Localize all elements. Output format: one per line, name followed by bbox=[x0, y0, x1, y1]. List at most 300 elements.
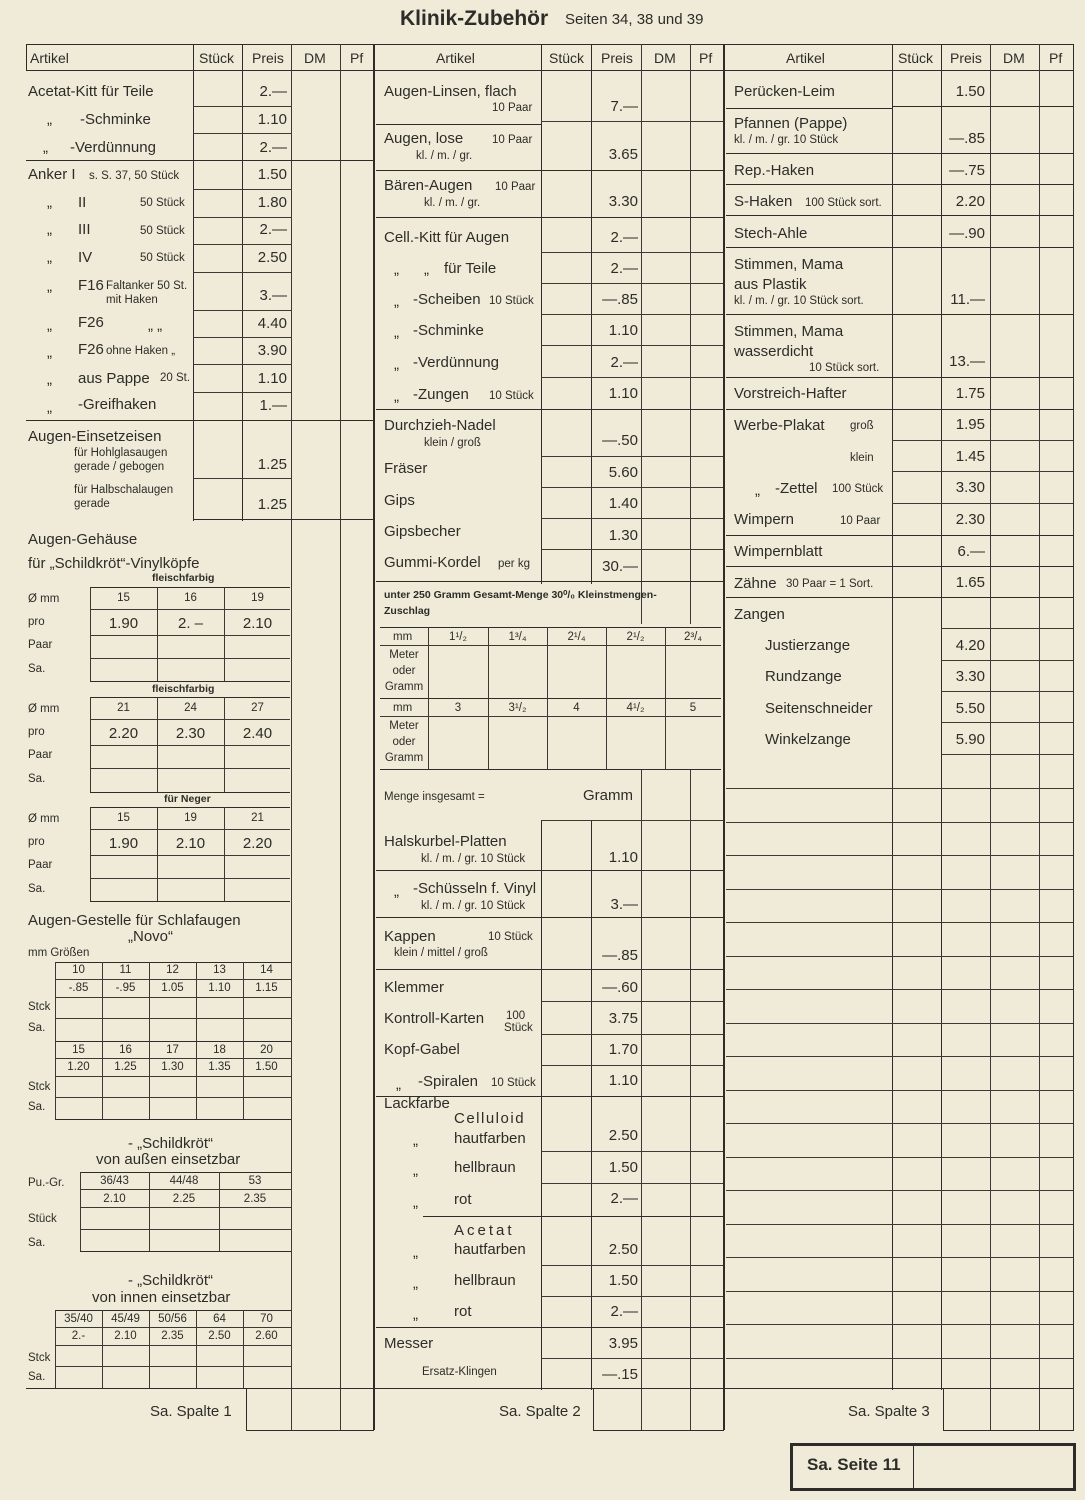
section-gestelle: Augen-Gestelle für Schlafaugen bbox=[28, 912, 241, 929]
price: 2.— bbox=[259, 83, 287, 100]
ditto: „ bbox=[47, 111, 52, 128]
header-artikel: Artikel bbox=[786, 50, 825, 66]
label-fleischfarbig: fleischfarbig bbox=[152, 572, 215, 584]
header-dm: DM bbox=[1003, 50, 1025, 66]
section-schildkroet-innen: - „Schildkröt“ bbox=[128, 1272, 214, 1289]
price: 3.95 bbox=[608, 1335, 638, 1352]
ditto: „ bbox=[394, 356, 399, 373]
size-cell: 5 bbox=[689, 702, 697, 714]
price: 5.90 bbox=[955, 731, 985, 748]
price: 1.10 bbox=[608, 849, 638, 866]
item-augen-linsen: Augen-Linsen, flach bbox=[384, 83, 517, 100]
spec: 100 bbox=[506, 1010, 526, 1022]
item-rundzange: Rundzange bbox=[765, 668, 842, 685]
price-cell: 2.60 bbox=[255, 1330, 278, 1342]
spec: kl. / m. / gr. 10 Stück sort. bbox=[734, 295, 864, 307]
spec: s. S. 37, 50 Stück bbox=[89, 170, 180, 182]
ditto: „ bbox=[47, 317, 52, 334]
item-rep-haken: Rep.-Haken bbox=[734, 162, 815, 179]
page-subtitle: Seiten 34, 38 und 39 bbox=[565, 11, 704, 28]
price: —.85 bbox=[602, 947, 638, 964]
group-celluloid: Celluloid bbox=[454, 1110, 526, 1127]
ditto: „ bbox=[413, 1275, 418, 1292]
ditto: „ bbox=[43, 139, 48, 156]
label-gramm: Gramm bbox=[384, 681, 424, 693]
price-cell: -.95 bbox=[115, 982, 136, 994]
price: 1.25 bbox=[257, 456, 287, 473]
label-sa: Sa. bbox=[28, 1022, 46, 1034]
size-cell: 2¹/₂ bbox=[626, 631, 645, 643]
spec: 100 Stück sort. bbox=[805, 197, 882, 209]
label-pro: pro bbox=[28, 726, 45, 738]
price: 2.— bbox=[610, 229, 638, 246]
spec: klein / mittel / groß bbox=[394, 947, 488, 959]
ditto: „ bbox=[394, 883, 399, 900]
price: 1.25 bbox=[257, 496, 287, 513]
item-halskurbel-platten: Halskurbel-Platten bbox=[384, 833, 507, 850]
price: 7.— bbox=[610, 98, 638, 115]
price: 1.10 bbox=[608, 385, 638, 402]
ditto: „ bbox=[396, 1076, 401, 1093]
ditto: „ bbox=[413, 1244, 418, 1261]
spec: 10 Paar bbox=[492, 102, 533, 114]
item-justierzange: Justierzange bbox=[765, 637, 851, 654]
price: 3.30 bbox=[955, 668, 985, 685]
item-gips: Gips bbox=[384, 492, 415, 509]
section-schildkroet-innen-sub: von innen einsetzbar bbox=[92, 1289, 231, 1306]
size-cell: 24 bbox=[184, 702, 197, 714]
page-title: Klinik-Zubehör bbox=[400, 7, 549, 30]
sum-spalte-1: Sa. Spalte 1 bbox=[150, 1403, 232, 1420]
price-cell: 2.35 bbox=[243, 1193, 267, 1205]
item-gipsbecher: Gipsbecher bbox=[384, 523, 461, 540]
item-schuesseln: -Schüsseln f. Vinyl bbox=[413, 880, 537, 897]
spec: 30 Paar = 1 Sort. bbox=[786, 578, 874, 590]
item-durchzieh-nadel: Durchzieh-Nadel bbox=[384, 417, 496, 434]
size-cell: 21 bbox=[117, 702, 130, 714]
header-stueck: Stück bbox=[199, 50, 235, 66]
spec: 100 Stück bbox=[832, 483, 884, 495]
price: 2.50 bbox=[608, 1127, 638, 1144]
label-meter: Meter bbox=[389, 720, 419, 732]
size-cell: 1³/₄ bbox=[508, 631, 527, 643]
label-oder: oder bbox=[392, 736, 416, 748]
label-mm: Ø mm bbox=[28, 593, 60, 605]
price: 1.40 bbox=[608, 495, 638, 512]
group-acetat: Acetat bbox=[454, 1222, 515, 1239]
ditto: „ bbox=[413, 1194, 418, 1211]
size-cell: 14 bbox=[260, 964, 273, 976]
item-baeren-augen: Bären-Augen bbox=[384, 177, 473, 194]
ditto: „ bbox=[47, 221, 52, 238]
price: 11.— bbox=[950, 291, 985, 308]
label-paar: Paar bbox=[28, 639, 53, 651]
price: —.85 bbox=[602, 291, 638, 308]
spec: 20 St. bbox=[160, 372, 191, 384]
ditto: „ bbox=[394, 293, 399, 310]
price: 1.10 bbox=[608, 1072, 638, 1089]
item-klemmer: Klemmer bbox=[384, 979, 445, 996]
price-cell: 2.10 bbox=[114, 1330, 137, 1342]
size-cell: 44/48 bbox=[169, 1175, 199, 1187]
item-winkelzange: Winkelzange bbox=[765, 731, 851, 748]
item-wimpernblatt: Wimpernblatt bbox=[734, 543, 823, 560]
price: 1.30 bbox=[608, 527, 638, 544]
price: 2.50 bbox=[608, 1241, 638, 1258]
price: 5.60 bbox=[608, 464, 638, 481]
size-cell: 10 bbox=[72, 964, 85, 976]
ditto: „ „ bbox=[148, 317, 163, 334]
item-werbe-zettel: -Zettel bbox=[775, 480, 818, 497]
price-cell: 1.15 bbox=[255, 982, 278, 994]
label-meter: Meter bbox=[389, 649, 419, 661]
label-gramm: Gramm bbox=[384, 752, 424, 764]
price: —.15 bbox=[602, 1366, 638, 1383]
size-cell: 21 bbox=[251, 812, 264, 824]
size-cell: 4¹/₂ bbox=[626, 702, 645, 714]
size-cell: 16 bbox=[184, 592, 197, 604]
price: 3.— bbox=[610, 896, 638, 913]
price-cell: 1.90 bbox=[108, 835, 139, 852]
price: 1.65 bbox=[955, 574, 985, 591]
price-cell: 1.25 bbox=[114, 1061, 137, 1073]
spec: wasserdicht bbox=[734, 343, 814, 360]
label-mm: mm bbox=[393, 631, 413, 643]
item-augen-lose: Augen, lose bbox=[384, 130, 464, 147]
price-cell: 1.20 bbox=[67, 1061, 90, 1073]
spec: für Hohlglasaugen bbox=[74, 447, 168, 459]
size-cell: 15 bbox=[72, 1044, 85, 1056]
size-cell: 13 bbox=[213, 964, 226, 976]
size-cell: 70 bbox=[260, 1313, 273, 1325]
item-zaehne: Zähne bbox=[734, 575, 777, 592]
size-cell: 2³/₄ bbox=[683, 631, 703, 643]
label-paar: Paar bbox=[28, 859, 53, 871]
sum-spalte-3: Sa. Spalte 3 bbox=[848, 1403, 930, 1420]
spec: per kg bbox=[498, 558, 530, 570]
price: 2.50 bbox=[257, 249, 287, 266]
section-schildkroet-aussen: - „Schildkröt“ bbox=[128, 1135, 214, 1152]
label-stck: Stck bbox=[28, 1081, 51, 1093]
price: 3.65 bbox=[608, 146, 638, 163]
spec: aus Plastik bbox=[734, 276, 807, 293]
size-cell: 27 bbox=[251, 702, 264, 714]
header-preis: Preis bbox=[950, 50, 982, 66]
price: —.75 bbox=[949, 162, 985, 179]
item-einsetzeisen: Augen-Einsetzeisen bbox=[28, 428, 162, 445]
price: 2.— bbox=[259, 139, 287, 156]
size-cell: 53 bbox=[248, 1175, 262, 1187]
label-stck: Stck bbox=[28, 1001, 51, 1013]
spec: 10 Stück bbox=[491, 1077, 536, 1089]
ditto: „ bbox=[413, 1132, 418, 1149]
price-cell: 1.10 bbox=[208, 982, 231, 994]
spec: kl. / m. / gr. 10 Stück bbox=[421, 853, 526, 865]
label-mm: mm bbox=[393, 702, 413, 714]
size-cell: 20 bbox=[260, 1044, 273, 1056]
ditto: „ bbox=[413, 1162, 418, 1179]
price-cell: 1.50 bbox=[255, 1061, 278, 1073]
header-pf: Pf bbox=[1049, 50, 1063, 66]
spec: Stück bbox=[504, 1022, 533, 1034]
label-pro: pro bbox=[28, 616, 45, 628]
spec: klein / groß bbox=[424, 437, 481, 449]
item-hellbraun: hellbraun bbox=[454, 1159, 516, 1176]
section-schildkroet-aussen-sub: von außen einsetzbar bbox=[96, 1151, 241, 1168]
label-sa: Sa. bbox=[28, 773, 46, 785]
price-cell: 2.10 bbox=[242, 615, 273, 632]
price-cell: 2.50 bbox=[208, 1330, 231, 1342]
item-zungen: -Zungen bbox=[413, 386, 469, 403]
item-messer: Messer bbox=[384, 1335, 434, 1352]
item-kontroll-karten: Kontroll-Karten bbox=[384, 1010, 485, 1027]
header-preis: Preis bbox=[252, 50, 284, 66]
price-cell: 1.05 bbox=[161, 982, 184, 994]
price: 3.75 bbox=[608, 1010, 638, 1027]
label-oder: oder bbox=[392, 665, 416, 677]
price: 4.20 bbox=[955, 637, 985, 654]
spec: gerade bbox=[74, 498, 110, 510]
price: 2.— bbox=[610, 354, 638, 371]
size-cell: 19 bbox=[184, 812, 197, 824]
item-lackfarbe: Lackfarbe bbox=[384, 1095, 450, 1112]
price: 2.— bbox=[610, 1303, 638, 1320]
page-total-label: Sa. Seite 11 bbox=[807, 1455, 901, 1474]
header-dm: DM bbox=[304, 50, 326, 66]
label-menge-insgesamt: Menge insgesamt = bbox=[384, 791, 485, 803]
price: 1.50 bbox=[257, 166, 287, 183]
price-cell: 2.20 bbox=[108, 725, 139, 742]
spec: 10 Stück bbox=[489, 295, 534, 307]
spec: 50 Stück bbox=[140, 225, 185, 237]
size-cell: 64 bbox=[213, 1313, 226, 1325]
price-cell: 2.- bbox=[71, 1330, 86, 1342]
price-cell: 2.10 bbox=[175, 835, 206, 852]
price: 1.50 bbox=[608, 1272, 638, 1289]
spec: 50 Stück bbox=[140, 197, 185, 209]
item-schminke: -Schminke bbox=[80, 111, 151, 128]
price: —.60 bbox=[602, 979, 638, 996]
price: 1.10 bbox=[608, 322, 638, 339]
size-cell: 35/40 bbox=[64, 1313, 93, 1325]
item-schminke: -Schminke bbox=[413, 322, 484, 339]
size-cell: 11 bbox=[119, 964, 132, 976]
price-cell: 2.30 bbox=[175, 725, 206, 742]
item-werbe-plakat: Werbe-Plakat bbox=[734, 417, 825, 434]
note-zuschlag: Zuschlag bbox=[384, 605, 431, 617]
item-verduennung: -Verdünnung bbox=[70, 139, 156, 156]
ditto: „ bbox=[47, 278, 52, 295]
price: 4.40 bbox=[257, 315, 287, 332]
spec: groß bbox=[850, 420, 874, 432]
ditto: „ bbox=[47, 344, 52, 361]
spec: Faltanker 50 St. bbox=[106, 280, 188, 292]
price-cell: 1.90 bbox=[108, 615, 139, 632]
item-spiralen: -Spiralen bbox=[418, 1073, 479, 1090]
header-dm: DM bbox=[654, 50, 676, 66]
page-total-box bbox=[790, 1443, 1076, 1491]
section-gestelle-novo: „Novo“ bbox=[128, 928, 174, 945]
price: 2.30 bbox=[955, 511, 985, 528]
header-stueck: Stück bbox=[898, 50, 934, 66]
item-wimpern: Wimpern bbox=[734, 511, 795, 528]
spec: kl. / m. / gr. 10 Stück bbox=[734, 134, 839, 146]
price: 1.75 bbox=[955, 385, 985, 402]
ditto: „ bbox=[47, 399, 52, 416]
section-gehaeuse: Augen-Gehäuse bbox=[28, 531, 138, 548]
label-sa: Sa. bbox=[28, 1101, 46, 1113]
item-vorstreich-hafter: Vorstreich-Hafter bbox=[734, 385, 847, 402]
ditto: „ bbox=[394, 388, 399, 405]
spec: mit Haken bbox=[106, 294, 158, 306]
label-stck: Stck bbox=[28, 1352, 51, 1364]
spec: 50 Stück bbox=[140, 252, 185, 264]
label-sa: Sa. bbox=[28, 1237, 46, 1249]
item-rot: rot bbox=[454, 1191, 472, 1208]
item-s-haken: S-Haken bbox=[734, 193, 793, 210]
size-cell: 16 bbox=[119, 1044, 132, 1056]
item-acetat-kitt: Acetat-Kitt für Teile bbox=[28, 83, 154, 100]
spec: klein bbox=[850, 452, 874, 464]
group-zangen: Zangen bbox=[734, 606, 785, 623]
label-sa: Sa. bbox=[28, 883, 46, 895]
item-ersatz-klingen: Ersatz-Klingen bbox=[422, 1366, 497, 1378]
item-pappe: aus Pappe bbox=[78, 370, 150, 387]
item-stimmen-plastik: Stimmen, Mama bbox=[734, 256, 844, 273]
item-scheiben: -Scheiben bbox=[413, 291, 481, 308]
price-cell: 1.35 bbox=[208, 1061, 231, 1073]
item-pfannen: Pfannen (Pappe) bbox=[734, 115, 848, 132]
item-seitenschneider: Seitenschneider bbox=[765, 700, 873, 717]
label-stueck: Stück bbox=[28, 1213, 57, 1225]
size-cell: 18 bbox=[213, 1044, 226, 1056]
item-stimmen-wasserdicht: Stimmen, Mama bbox=[734, 323, 844, 340]
label-sa: Sa. bbox=[28, 663, 46, 675]
spec: 10 Stück bbox=[489, 390, 534, 402]
item-kappen: Kappen bbox=[384, 928, 436, 945]
item-anker-1: Anker I bbox=[28, 166, 76, 183]
size-cell: 50/56 bbox=[158, 1313, 187, 1325]
size-cell: 12 bbox=[166, 964, 179, 976]
header-pf: Pf bbox=[699, 50, 713, 66]
size-cell: 36/43 bbox=[100, 1175, 129, 1187]
price: 3.— bbox=[259, 287, 287, 304]
price-cell: 2.40 bbox=[242, 725, 273, 742]
price: 6.— bbox=[957, 543, 985, 560]
price: 2.— bbox=[610, 260, 638, 277]
label-paar: Paar bbox=[28, 749, 53, 761]
item-rot: rot bbox=[454, 1303, 472, 1320]
price-cell: 1.30 bbox=[161, 1061, 184, 1073]
spec: 10 Paar bbox=[492, 134, 533, 146]
item-f26: F26 bbox=[78, 314, 104, 331]
price-cell: 2.10 bbox=[103, 1193, 126, 1205]
price: 3.30 bbox=[608, 193, 638, 210]
price: 1.10 bbox=[257, 111, 287, 128]
price: 30.— bbox=[602, 558, 638, 575]
size-cell: 17 bbox=[166, 1044, 179, 1056]
price: 1.50 bbox=[608, 1159, 638, 1176]
price-cell: 2. – bbox=[177, 615, 204, 632]
label-mm-groessen: mm Größen bbox=[28, 947, 90, 959]
price: —.50 bbox=[602, 432, 638, 449]
price: 2.— bbox=[259, 221, 287, 238]
size-cell: 1¹/₂ bbox=[449, 631, 467, 643]
price: —.85 bbox=[949, 130, 985, 147]
spec: ohne Haken „ bbox=[106, 345, 176, 357]
price-cell: 2.25 bbox=[172, 1193, 196, 1205]
spec: kl. / m. / gr. bbox=[424, 197, 481, 209]
price: 1.80 bbox=[257, 194, 287, 211]
ditto: „ bbox=[413, 1306, 418, 1323]
size-cell: 15 bbox=[117, 592, 130, 604]
price: 3.90 bbox=[257, 342, 287, 359]
item-hautfarben: hautfarben bbox=[454, 1241, 526, 1258]
label-pro: pro bbox=[28, 836, 45, 848]
label-mm: Ø mm bbox=[28, 813, 60, 825]
ditto: „ bbox=[47, 249, 52, 266]
item-kopf-gabel: Kopf-Gabel bbox=[384, 1041, 460, 1058]
ditto: „ bbox=[424, 261, 429, 278]
spec: gerade / gebogen bbox=[74, 461, 165, 473]
price: 1.10 bbox=[257, 370, 287, 387]
price: 5.50 bbox=[955, 700, 985, 717]
item-f16: F16 bbox=[78, 277, 104, 294]
header-pf: Pf bbox=[350, 50, 364, 66]
item-fuer-teile: für Teile bbox=[444, 260, 497, 277]
size-cell: 4 bbox=[573, 702, 580, 714]
spec: kl. / m. / gr. bbox=[416, 150, 473, 162]
item-verduennung: -Verdünnung bbox=[413, 354, 499, 371]
note-kleinstmengen: unter 250 Gramm Gesamt-Menge 30⁰/₀ Kleinstmengen- bbox=[384, 589, 657, 601]
price-cell: 2.20 bbox=[242, 835, 273, 852]
item-anker-2: II bbox=[78, 194, 87, 211]
price-cell: 2.35 bbox=[161, 1330, 184, 1342]
spec: 10 Paar bbox=[840, 515, 881, 527]
label-fleischfarbig: fleischfarbig bbox=[152, 683, 215, 695]
price: 1.— bbox=[259, 397, 287, 414]
header-artikel: Artikel bbox=[30, 50, 69, 66]
item-cell-kitt: Cell.-Kitt für Augen bbox=[384, 229, 510, 246]
size-cell: 19 bbox=[251, 592, 264, 604]
size-cell: 45/49 bbox=[111, 1313, 140, 1325]
price: 13.— bbox=[949, 353, 985, 370]
item-f26-ohne: F26 bbox=[78, 341, 104, 358]
price: 1.70 bbox=[608, 1041, 638, 1058]
spec: 10 Paar bbox=[495, 181, 536, 193]
price-cell: -.85 bbox=[68, 982, 89, 994]
item-gummi-kordel: Gummi-Kordel bbox=[384, 554, 481, 571]
ditto: „ bbox=[47, 371, 52, 388]
price: —.90 bbox=[949, 225, 985, 242]
item-peruecken-leim: Perücken-Leim bbox=[734, 83, 835, 100]
price: 3.30 bbox=[955, 479, 985, 496]
size-cell: 3¹/₂ bbox=[508, 702, 527, 714]
item-hellbraun: hellbraun bbox=[454, 1272, 516, 1289]
item-fraeser: Fräser bbox=[384, 460, 428, 477]
label-fuer-neger: für Neger bbox=[164, 793, 211, 805]
ditto: „ bbox=[755, 482, 760, 499]
item-stech-ahle: Stech-Ahle bbox=[734, 225, 808, 242]
spec: 10 Stück bbox=[488, 931, 533, 943]
size-cell: 15 bbox=[117, 812, 130, 824]
item-anker-4: IV bbox=[78, 249, 93, 266]
sum-spalte-2: Sa. Spalte 2 bbox=[499, 1403, 581, 1420]
header-preis: Preis bbox=[601, 50, 633, 66]
item-anker-3: III bbox=[78, 221, 91, 238]
label-mm: Ø mm bbox=[28, 703, 60, 715]
spec: 10 Stück sort. bbox=[809, 362, 880, 374]
